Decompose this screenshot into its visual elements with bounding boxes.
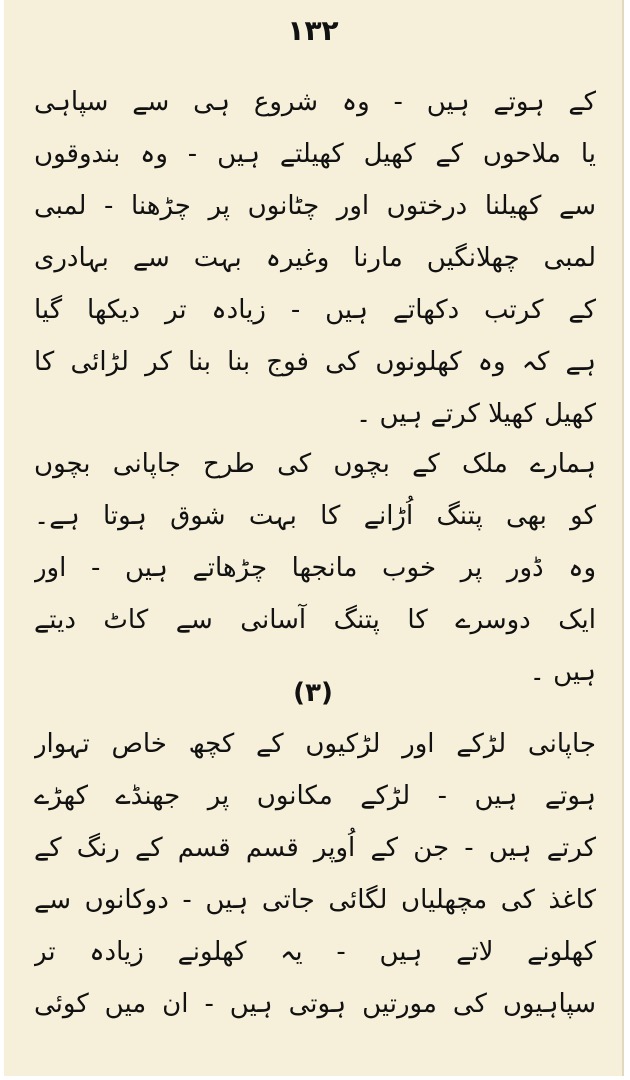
paragraph-line: کاغذ کی مچھلیاں لگائی جاتی ہیں - دوکانوں سے [34,885,596,915]
paragraph-3 [34,718,596,1030]
paragraph-line: لمبی چھلانگیں مارنا وغیرہ بہت سے بہادری [34,243,596,273]
paragraph-line: سے کھیلنا درختوں اور چٹانوں پر چڑھنا - لمبی [34,191,596,221]
paragraph-line: وہ ڈور پر خوب مانجھا چڑھاتے ہیں - اور [34,553,596,583]
section-heading: (۳) [293,678,333,708]
paragraph-line: ہے کہ وہ کھلونوں کی فوج بنا بنا کر لڑائی کا [34,347,596,377]
paragraph-line: جاپانی لڑکے اور لڑکیوں کے کچھ خاص تہوار [34,729,596,759]
paragraph-line: کے ہوتے ہیں - وہ شروع ہی سے سپاہی [34,87,596,117]
paragraph-line: سپاہیوں کی مورتیں ہوتی ہیں - ان میں کوئی [34,989,596,1019]
book-page [4,0,624,1076]
paragraph-line: کھیل کھیلا کرتے ہیں ۔ [356,399,596,429]
paragraph-line: کے کرتب دکھاتے ہیں - زیادہ تر دیکھا گیا [34,295,596,325]
paragraph-line: ہوتے ہیں - لڑکے مکانوں پر جھنڈے کھڑے [34,781,596,811]
paragraph-1 [34,76,596,440]
paragraph-line: ہیں ۔ [529,657,596,687]
paragraph-line: کھلونے لاتے ہیں - یہ کھلونے زیادہ تر [34,937,596,967]
page-number: ۱۳۲ [287,14,339,47]
paragraph-line: ہمارے ملک کے بچوں کی طرح جاپانی بچوں [34,449,596,479]
paragraph-line: کرتے ہیں - جن کے اُوپر قسم قسم کے رنگ کے [34,833,596,863]
paragraph-line: یا ملاحوں کے کھیل کھیلتے ہیں - وہ بندوقوں [34,139,596,169]
paragraph-line: ایک دوسرے کا پتنگ آسانی سے کاٹ دیتے [34,605,596,635]
paragraph-line: کو بھی پتنگ اُڑانے کا بہت شوق ہوتا ہے۔ [34,501,596,531]
paragraph-2 [34,438,596,698]
